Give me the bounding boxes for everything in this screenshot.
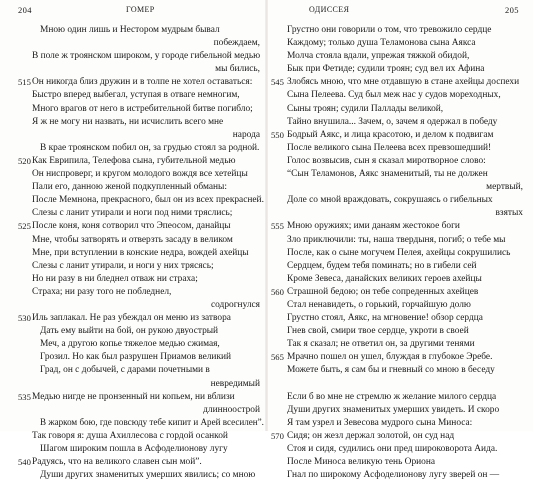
verse-line <box>32 168 264 181</box>
line-number: 555 <box>271 221 284 232</box>
verse-text: Грустно они говорили о том, что тревожило сердце <box>287 25 492 35</box>
verse-line <box>287 247 527 260</box>
verse-line <box>32 417 264 430</box>
verse-line <box>32 273 264 286</box>
verse-line <box>287 207 527 220</box>
verse-line <box>18 391 264 404</box>
line-number: 530 <box>18 313 31 324</box>
verse-line <box>287 116 527 129</box>
verse-text: После Мемнона, прекрасного, был он из всех прекрасней. <box>32 195 264 206</box>
verse-line <box>287 456 527 469</box>
right-verse-block <box>271 24 527 482</box>
verse-text: Души других знаменитых умерших явились; со мною <box>40 470 256 481</box>
line-number: 565 <box>271 352 284 363</box>
right-page <box>267 0 533 481</box>
verse-line <box>287 312 527 325</box>
verse-line <box>287 24 527 37</box>
verse-line <box>271 220 527 233</box>
verse-line <box>32 430 264 443</box>
verse-line <box>18 76 264 89</box>
verse-text: После, как о сыне могучем Пелея, ахейцы сокрушились <box>287 247 511 258</box>
verse-text: Иль заплакал. Не раз убеждал он меню из затвора <box>32 313 231 324</box>
verse-text: “Сын Теламонов, Аякс знаменитый, ты не должен <box>287 169 488 180</box>
verse-line <box>32 247 264 260</box>
verse-line <box>18 220 264 233</box>
verse-text: Mнe, при вступлении в конские недра, вождей ахейцы <box>32 247 249 258</box>
verse-text: Сердцем, будем тебя поминать; но в гибели сей <box>287 260 477 271</box>
verse-text: Медью нигде не пронзенный ни копьем, ни вблизи <box>32 391 235 402</box>
verse-text: Злобясь мною, что мне отдавшую в стане ахейцы доспехи <box>287 77 520 88</box>
line-number: 545 <box>271 77 284 88</box>
verse-wrap: мы бились, <box>215 64 260 75</box>
verse-line <box>32 116 264 129</box>
verse-text: Много врагов от него в истребительной битве погибло; <box>32 103 253 114</box>
verse-wrap: взятых <box>495 208 523 219</box>
verse-text: После Миноса великую тень Ориона <box>287 457 436 468</box>
verse-line <box>271 286 527 299</box>
verse-line <box>287 89 527 102</box>
verse-wrap: побеждаем, <box>213 38 260 49</box>
verse-line <box>32 37 264 50</box>
verse-text: Страшной бедою; он тебе сопреденных ахейцев <box>287 286 479 297</box>
verse-line <box>287 443 527 456</box>
verse-text: Если б во мне не стремлю ж желание милого сердца <box>287 391 497 402</box>
verse-text: Тайно внушила... Зачем, о, зачем я одержал в победу <box>287 116 498 127</box>
verse-line <box>287 364 527 377</box>
verse-line <box>287 325 527 338</box>
verse-text: Сына Пелеева. Суд был меж нас у судов мореходных, <box>287 90 501 101</box>
verse-text: Мрачно пошел он ушел, блуждая в глубокое Эребе. <box>287 352 493 363</box>
verse-text: В жарком бою, где повсюду тебе кипит и Арей всесилен”. <box>40 417 264 428</box>
verse-line <box>287 469 527 482</box>
verse-text: Стоя и сидя, судились они пред широковорота Аида. <box>287 444 498 454</box>
verse-text: Радуясь, что на великого славен сын мой”. <box>32 457 202 468</box>
verse-line <box>287 234 527 247</box>
verse-text: Страха; ни разу того не побледнел, <box>32 286 172 297</box>
verse-text: Гнев свой, смири твое сердце, укроти в своей <box>287 326 469 337</box>
verse-line <box>32 351 264 364</box>
verse-line <box>32 404 264 417</box>
verse-line <box>32 469 264 482</box>
left-running-header: ГОМЕР <box>126 5 155 14</box>
verse-text: Град, он с добычей, с дарами почетными в <box>40 365 210 376</box>
verse-line <box>287 260 527 273</box>
verse-text: Меч, а другою копье тяжелое медью сжимая, <box>40 339 220 350</box>
verse-text: Мною оружиях; ими данаям жестокое боги <box>287 221 460 232</box>
verse-wrap: народа <box>232 129 260 140</box>
verse-line <box>287 50 527 63</box>
verse-text: Дать ему выйти на бой, он рукою двуострый <box>40 326 219 337</box>
line-number: 570 <box>271 430 284 441</box>
verse-line <box>32 194 264 207</box>
verse-text: Можете быть, я сам бы и гневный со мною в беседу <box>287 365 495 376</box>
verse-line <box>18 155 264 168</box>
verse-line <box>287 37 527 50</box>
verse-line <box>271 76 527 89</box>
verse-line <box>287 299 527 312</box>
left-page-number: 204 <box>18 5 32 15</box>
verse-text: Сидя; он жезл держал золотой, он суд над <box>287 430 455 441</box>
verse-line <box>287 338 527 351</box>
verse-line <box>287 404 527 417</box>
line-number: 560 <box>271 286 284 297</box>
verse-line <box>32 443 264 456</box>
verse-line <box>287 417 527 430</box>
verse-line <box>287 273 527 286</box>
verse-line <box>32 299 264 312</box>
line-number: 520 <box>18 155 31 166</box>
verse-line <box>32 286 264 299</box>
verse-line <box>32 378 264 391</box>
verse-line <box>32 325 264 338</box>
verse-line <box>287 155 527 168</box>
verse-wrap: длинноострой <box>203 404 260 415</box>
verse-text: Грустно стоял, Аякс, на мгновение! обзор сердца <box>287 313 483 324</box>
verse-line <box>271 129 527 142</box>
verse-text: Но ни разу в ни бледнел отваж ни страха; <box>32 273 198 284</box>
verse-wrap: невредимый <box>210 378 260 389</box>
right-page-number: 205 <box>505 5 519 15</box>
verse-text: Я там узрел и Зевесова мудрого сына Миноса: <box>287 417 473 428</box>
verse-text: Он ниспроверг, и кругом молодого вождя все хетейцы <box>32 169 248 180</box>
verse-line <box>287 378 527 391</box>
verse-text: Быстро вперед выбегал, уступая в отваге немногим, <box>32 90 240 101</box>
verse-line <box>32 103 264 116</box>
verse-line <box>32 129 264 142</box>
verse-text: Гнал по широкому Асфоделионову лугу зверей он — <box>287 470 500 481</box>
verse-text: Бодрый Аякс, и лица красотою, и делом к подвигам <box>287 129 494 140</box>
verse-text: Так я сказал; не ответил он, за другими тенями <box>287 339 475 350</box>
left-verse-block <box>18 24 264 482</box>
verse-text: Зло приключили: ты, наша твердыня, погиб; о тебе мы <box>287 234 506 245</box>
verse-text: Доле со мной враждовать, сокрушаясь о гибельных <box>287 195 493 206</box>
verse-line <box>32 338 264 351</box>
verse-wrap: содрогнулся <box>210 299 260 310</box>
verse-text: Мне, чтобы затворять и отверзть засаду в великом <box>32 234 233 245</box>
verse-line <box>32 260 264 273</box>
line-number: 535 <box>18 391 31 402</box>
line-number: 525 <box>18 221 31 232</box>
verse-text: Так говоря я: душа Ахиллесова с гордой осанкой <box>32 430 228 441</box>
verse-text: Сыны троян; судили Паллады великой, <box>287 103 444 114</box>
line-number: 515 <box>18 77 31 88</box>
verse-line <box>32 364 264 377</box>
verse-text: Голос возвысив, сын я сказал миротворное слово: <box>287 155 486 166</box>
verse-line <box>18 456 264 469</box>
verse-text: Шагом широким пошла в Асфоделионову лугу <box>40 444 228 454</box>
verse-line <box>287 194 527 207</box>
verse-line <box>32 63 264 76</box>
verse-text: В крае троянском побил он, за грудью стоял за родной. <box>40 142 260 153</box>
verse-text: В поле ж троянском широком, у городе гибельной медью <box>32 51 261 62</box>
verse-line <box>271 351 527 364</box>
verse-line <box>32 234 264 247</box>
verse-text: Он никогда близ дружин и в толпе не хотел оставаться: <box>32 77 253 88</box>
verse-line <box>18 312 264 325</box>
verse-line <box>32 181 264 194</box>
verse-text: Мною один лишь и Нестором мудрым бывал <box>40 25 220 35</box>
verse-text: Бык при Фетиде; судили троян; суд вел их Афина <box>287 64 485 75</box>
line-number: 550 <box>271 129 284 140</box>
verse-text: Я ж не могу ни назвать, ни исчислить всего мне <box>32 116 224 127</box>
verse-wrap: мертвый, <box>486 182 523 193</box>
verse-text: Кроме Зевеса, данайских великих героев ахейцы <box>287 273 482 284</box>
verse-line <box>287 181 527 194</box>
verse-text: После великого сына Пелеева всех превзошедший! <box>287 142 492 153</box>
verse-line <box>287 391 527 404</box>
left-page <box>0 0 266 481</box>
verse-line <box>287 168 527 181</box>
verse-line <box>32 24 264 37</box>
verse-text: Слезы с ланит утирали, и ноги у них трясясь; <box>32 260 214 271</box>
verse-line <box>32 207 264 220</box>
right-running-header: ОДИССЕЯ <box>309 5 350 14</box>
verse-line <box>287 103 527 116</box>
verse-text: После коня, коня сотворил что Эпеосом, данайцы <box>32 221 231 232</box>
verse-text: Молча стояла вдали, упрежая тяжкой обидой, <box>287 51 470 62</box>
verse-text: Слезы с ланит утирали и ноги под ними тряслись; <box>32 208 233 219</box>
verse-line <box>271 430 527 443</box>
line-number: 540 <box>18 457 31 468</box>
verse-line <box>287 63 527 76</box>
verse-text: Души других знаменитых умерших увидеть. И скоро <box>287 404 500 415</box>
verse-text: Каждому; только душа Теламонова сына Аякса <box>287 38 476 49</box>
verse-line <box>32 89 264 102</box>
verse-text: Как Еврипила, Телефова сына, губительной медью <box>32 155 236 166</box>
verse-line <box>287 142 527 155</box>
verse-line <box>32 142 264 155</box>
verse-text: Стал ненавидеть, о горький, горчайшую долю <box>287 299 471 310</box>
verse-line <box>32 50 264 63</box>
verse-text: Пали его, данною женой подкупленный обманы: <box>32 182 227 193</box>
verse-text: Грозил. Но как был разрушен Приамов великий <box>40 352 232 363</box>
